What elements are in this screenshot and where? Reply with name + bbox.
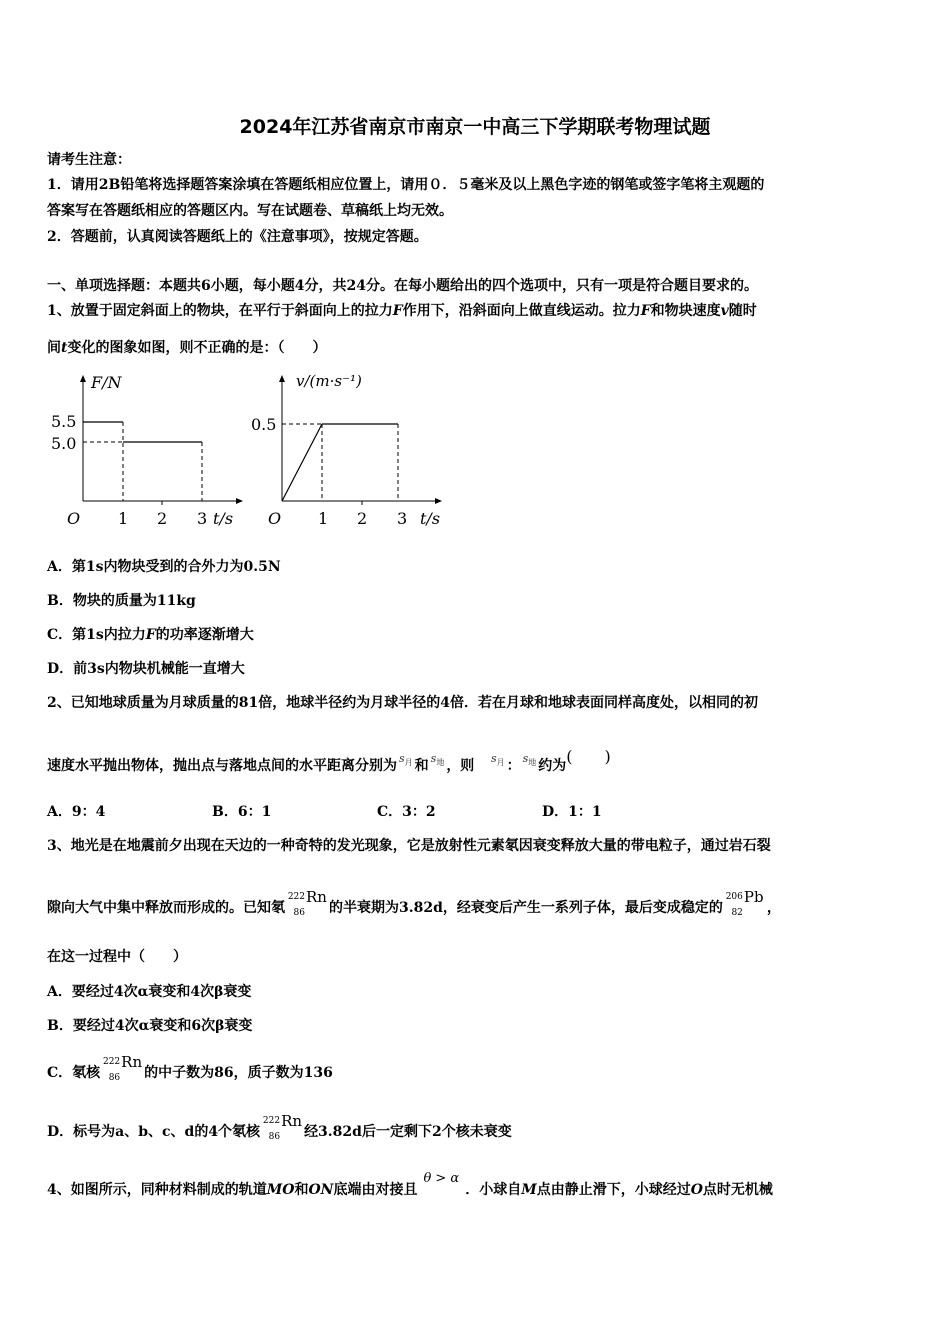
q1-option-b: B．物块的质量为11kg <box>47 593 196 609</box>
q4-stem-line-1: 4、如图所示，同种材料制成的轨道MO和ON底端由对接且θ > α．小球自M点由静止滑下，小球经过O点时无机械 <box>47 1171 773 1198</box>
x-tick-1: 1 <box>118 509 129 528</box>
q1-option-a: A．第1s内物块受到的合外力为0.5N <box>47 559 281 575</box>
q3-stem-line-3: 在这一过程中（ ） <box>47 949 187 965</box>
x-tick-2: 2 <box>357 509 368 528</box>
x-tick-1: 1 <box>318 509 329 528</box>
q1-option-c: C．第1s内拉力F的功率逐渐增大 <box>47 627 254 643</box>
q3-option-b: B．要经过4次α衰变和6次β衰变 <box>47 1018 253 1034</box>
q2-option-c: C．3：2 <box>377 804 436 820</box>
notice-line-1: 1．请用2B铅笔将选择题答案涂填在答题纸相应位置上，请用０．５毫米及以上黑色字迹的钢笔或签字笔将主观题的 <box>47 177 765 193</box>
q2-stem-line-1: 2、已知地球质量为月球质量的81倍，地球半径约为月球半径的4倍．若在月球和地球表面同样高度处，以相同的初 <box>47 695 758 711</box>
force-time-graph <box>47 366 252 536</box>
q2-option-a: A．9：4 <box>47 804 106 820</box>
q1-option-d: D．前3s内物块机械能一直增大 <box>47 661 245 677</box>
s-earth: s地 <box>430 752 445 768</box>
x-axis-label: t/s <box>420 509 441 528</box>
x-tick-2: 2 <box>157 509 168 528</box>
y-axis-label: F/N <box>91 373 122 392</box>
y-tick-5.0: 5.0 <box>51 434 77 453</box>
notice-line-2: 答案写在答题纸相应的答题区内。写在试题卷、草稿纸上均无效。 <box>47 203 453 219</box>
radon-nuclide: 222 86 Rn <box>262 1112 303 1142</box>
q2-option-d: D．1：1 <box>542 804 602 820</box>
radon-nuclide: 222 86 Rn <box>287 888 327 918</box>
s-moon: s月 <box>399 752 413 768</box>
y-tick-5.5: 5.5 <box>51 412 77 431</box>
notice-heading: 请考生注意： <box>47 152 131 168</box>
exam-title: 2024年江苏省南京市南京一中高三下学期联考物理试题 <box>239 116 711 138</box>
x-axis-label: t/s <box>213 509 234 528</box>
velocity-time-graph <box>248 366 453 536</box>
radon-nuclide: 222 86 Rn <box>102 1053 143 1083</box>
q1-stem-line-1: 1、放置于固定斜面上的物块，在平行于斜面向上的拉力F作用下，沿斜面向上做直线运动。拉力F和物块速度v随时 <box>47 303 757 319</box>
theta-gt-alpha: θ > α <box>423 1171 460 1186</box>
q1-stem-line-2: 间t变化的图象如图，则不正确的是：（ ） <box>47 340 327 356</box>
q2-option-b: B．6：1 <box>212 804 272 820</box>
x-tick-3: 3 <box>197 509 208 528</box>
section-1-heading: 一、单项选择题：本题共6小题，每小题4分，共24分。在每小题给出的四个选项中，只有一项是符合题目要求的。 <box>47 278 758 294</box>
origin-label: O <box>67 509 81 528</box>
x-tick-3: 3 <box>397 509 408 528</box>
velocity-ramp <box>282 424 322 501</box>
q3-option-d: D．标号为a、b、c、d的4个氡核 222 86 Rn 经3.82d后一定剩下2个核未衰变 <box>47 1117 512 1147</box>
q3-option-a: A．要经过4次α衰变和4次β衰变 <box>47 984 252 1000</box>
q3-stem-line-2: 隙向大气中集中释放而形成的。已知氡 222 86 Rn 的半衰期为3.82d，经衰变后产生一系列子体，最后变成稳定的 206 82 Pb ， <box>47 893 781 923</box>
q3-option-c: C．氡核 222 86 Rn 的中子数为86，质子数为136 <box>47 1058 333 1088</box>
y-axis-label: v/(m·s⁻¹) <box>296 372 362 390</box>
y-tick-0.5: 0.5 <box>251 415 277 434</box>
q3-stem-line-1: 3、地光是在地震前夕出现在天边的一种奇特的发光现象，它是放射性元素氡因衰变释放大量的带电粒子，通过岩石裂 <box>47 838 771 854</box>
origin-label: O <box>268 509 282 528</box>
notice-line-3: 2．答题前，认真阅读答题纸上的《注意事项》，按规定答题。 <box>47 229 428 245</box>
q2-stem-line-2: 速度水平抛出物体，抛出点与落地点间的水平距离分别为 $^{s_月}$ 和 $^{s_地}$ ，则 $^{s_月}$ ： $^{s_地}$ 约为( ) <box>47 747 611 774</box>
lead-nuclide: 206 82 Pb <box>725 888 764 918</box>
